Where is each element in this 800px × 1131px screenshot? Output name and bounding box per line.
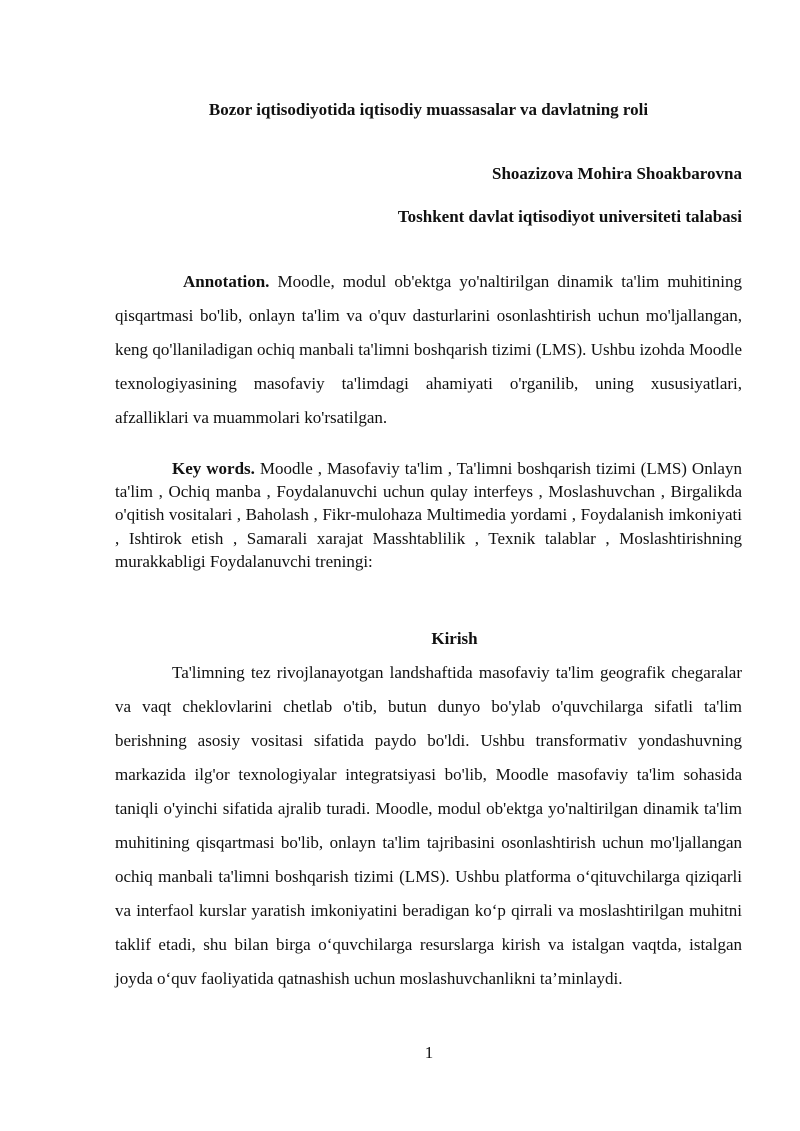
annotation-label: Annotation. (183, 272, 270, 291)
page-number: 1 (424, 1043, 434, 1062)
document-title: Bozor iqtisodiyotida iqtisodiy muassasalar va davlatning roli (208, 100, 649, 119)
keywords-label: Key words. (172, 459, 255, 478)
keywords-text: Moodle , Masofaviy ta'lim , Ta'limni boshqarish tizimi (LMS) Onlayn ta'lim , Ochiq manba , Foydalanuvchi uchun qulay interfeys , Moslashuvchan , Birgalikda o'qitish vositalari , Baholash , Fikr-mulohaza Multimedia yordami , Foydalanish imkoniyati , Ishtirok etish , Samarali xarajat Masshtablilik , Texnik talablar , Moslashtirishning murakkabligi Foydalanuvchi treningi: (115, 459, 742, 571)
annotation-paragraph (115, 265, 742, 435)
keywords-paragraph (115, 457, 742, 573)
annotation-text: Moodle, modul ob'ektga yo'naltirilgan dinamik ta'lim muhitining qisqartmasi bo'lib, onlayn ta'lim va o'quv dasturlarini osonlashtirish uchun mo'ljallangan, keng qo'llaniladigan ochiq manbali ta'limni boshqarish tizimi (LMS). Ushbu izohda Moodle texnologiyasining masofaviy ta'limdagi ahamiyati o'rganilib, uning xususiyatlari, afzalliklari va muammolari ko'rsatilgan. (115, 272, 742, 427)
author-affiliation: Toshkent davlat iqtisodiyot universiteti talabasi (397, 207, 742, 226)
section-heading: Kirish (431, 629, 478, 648)
intro-paragraph: Ta'limning tez rivojlanayotgan landshaftida masofaviy ta'lim geografik chegaralar va vaqt cheklovlarini chetlab o'tib, butun dunyo bo'ylab o'quvchilarga sifatli ta'lim berishning asosiy vositasi sifatida paydo bo'ldi. Ushbu transformativ yondashuvning markazida ilg'or texnologiyalar integratsiyasi bo'lib, Moodle masofaviy ta'lim sohasida taniqli o'yinchi sifatida ajralib turadi. Moodle, modul ob'ektga yo'naltirilgan dinamik ta'lim muhitining qisqartmasi bo'lib, onlayn ta'lim tajribasini osonlashtirish uchun mo'ljallangan ochiq manbali ta'limni boshqarish tizimi (LMS). Ushbu platforma o‘qituvchilarga qiziqarli va interfaol kurslar yaratish imkoniyatini beradigan ko‘p qirrali va moslashtirilgan muhitni taklif etadi, shu bilan birga o‘quvchilarga resurslarga kirish va istalgan vaqtda, istalgan joyda o‘quv faoliyatida qatnashish uchun moslashuvchanlikni ta’minlaydi. (115, 663, 742, 988)
author-name: Shoazizova Mohira Shoakbarovna (491, 164, 742, 183)
